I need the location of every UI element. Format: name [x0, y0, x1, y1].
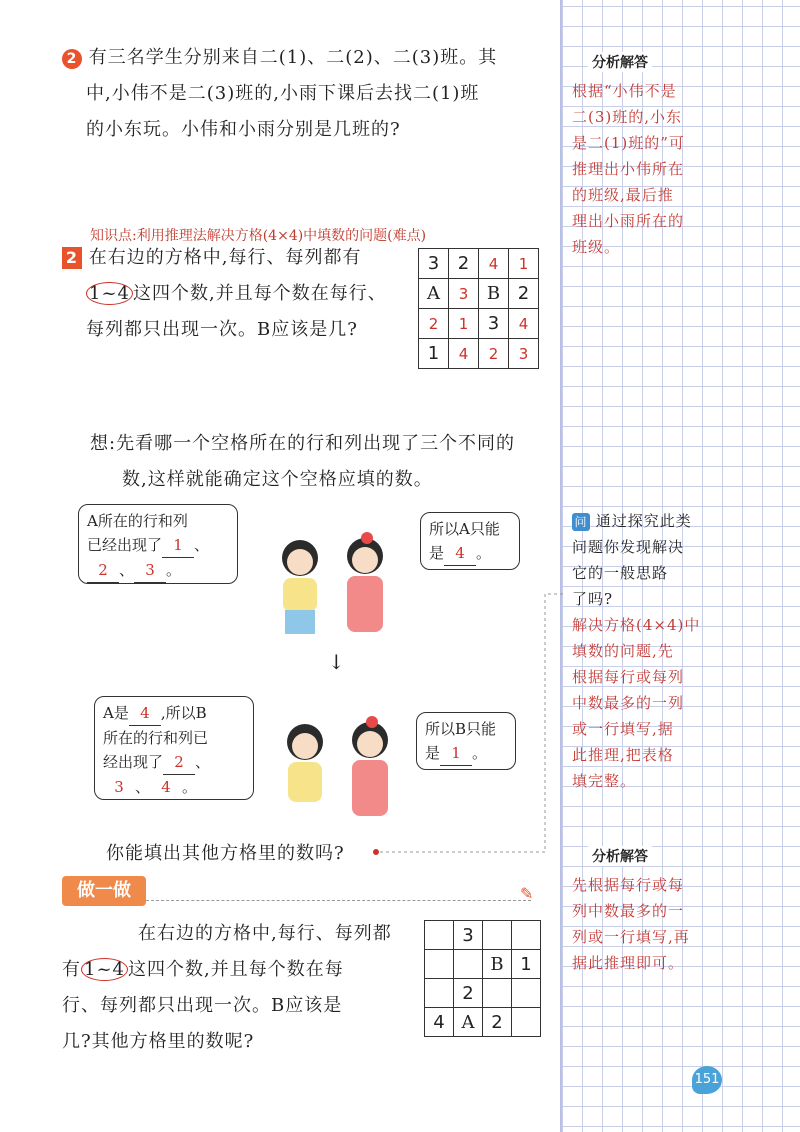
- grid-cell: 1: [449, 309, 479, 339]
- sidebar-analysis-text-1: 根据“小伟不是 二(3)班的,小东 是二(1)班的”可 推理出小伟所在 的班级,最后推 理出小雨所在的 班级。: [572, 82, 685, 256]
- grid-cell: 2: [419, 309, 449, 339]
- grid-cell: [512, 921, 541, 950]
- grid-cell: 3: [454, 921, 483, 950]
- grid-cell: 4: [425, 1008, 454, 1037]
- example-number-badge: 2: [62, 247, 82, 269]
- sidebar-title-analysis-2: 分析解答: [588, 846, 652, 866]
- grid-cell: B: [479, 279, 509, 309]
- example-grid: [418, 248, 539, 369]
- circled-range: 1~4: [81, 958, 128, 981]
- speech-bubble-4: 所以B只能 是 1 。: [416, 712, 516, 770]
- grid-cell: [483, 921, 512, 950]
- problem-number-badge: 2: [62, 49, 82, 69]
- problem-1: 2 有三名学生分别来自二(1)、二(2)、二(3)班。其 中,小伟不是二(3)班的,小雨下课后去找二(1)班 的小东玩。小伟和小雨分别是几班的?: [62, 40, 552, 148]
- grid-cell: 4: [449, 339, 479, 369]
- grid-cell: 3: [509, 339, 539, 369]
- think-hint: 想:先看哪一个空格所在的行和列出现了三个不同的 数,这样就能确定这个空格应填的数。: [90, 433, 516, 490]
- grid-cell: 1: [419, 339, 449, 369]
- grid-cell: [454, 950, 483, 979]
- knowledge-point-label: 知识点:利用推理法解决方格(4×4)中填数的问题(难点): [90, 228, 427, 244]
- question-fill-more: 你能填出其他方格里的数吗?: [106, 843, 345, 864]
- sidebar-question-block: 问 通过探究此类 问题你发现解决 它的一般思路 了吗?: [572, 512, 692, 608]
- sidebar-answer-text: 解决方格(4×4)中 填数的问题,先 根据每行或每列 中数最多的一列 或一行填写,据 此推理,把表格 填完整。: [572, 616, 701, 790]
- question-icon: 问: [572, 513, 590, 531]
- down-arrow-icon: ↓: [328, 650, 345, 674]
- grid-cell: A: [454, 1008, 483, 1037]
- grid-cell: [512, 1008, 541, 1037]
- speech-bubble-3: A是 4 ,所以B 所在的行和列已 经出现了 2 、 3 、 4 。: [94, 696, 254, 800]
- grid-cell: [425, 950, 454, 979]
- grid-cell: A: [419, 279, 449, 309]
- grid-cell: [512, 979, 541, 1008]
- grid-cell: 4: [509, 309, 539, 339]
- try-it-grid: [424, 920, 541, 1037]
- grid-cell: 3: [449, 279, 479, 309]
- speech-bubble-2: 所以A只能 是 4 。: [420, 512, 520, 570]
- grid-cell: [425, 921, 454, 950]
- pencil-icon: ✎: [520, 884, 534, 903]
- grid-cell: 1: [509, 249, 539, 279]
- page-number: 151: [692, 1066, 722, 1094]
- grid-cell: B: [483, 950, 512, 979]
- grid-cell: 2: [449, 249, 479, 279]
- example-2: 2 在右边的方格中,每行、每列都有 1~4 这四个数,并且每个数在每行、 每列都只出现一次。B应该是几?: [62, 240, 412, 348]
- try-it-tag: 做一做: [62, 876, 146, 906]
- sidebar-analysis-text-2: 先根据每行或每 列中数最多的一 列或一行填写,再 据此推理即可。: [572, 876, 690, 972]
- grid-cell: [425, 979, 454, 1008]
- grid-cell: 3: [419, 249, 449, 279]
- grid-cell: 2: [483, 1008, 512, 1037]
- try-it-text: 在右边的方格中,每行、每列都 有 1~4 这四个数,并且每个数在每 行、每列都只出现一次。B应该是 几?其他方格里的数呢?: [62, 923, 392, 1052]
- speech-bubble-1: A所在的行和列 已经出现了 1 、 2 、 3 。: [78, 504, 238, 584]
- connector-dotted-line: [370, 590, 570, 860]
- divider: [146, 900, 531, 901]
- grid-cell: 3: [479, 309, 509, 339]
- grid-cell: 2: [509, 279, 539, 309]
- grid-cell: 4: [479, 249, 509, 279]
- grid-cell: 2: [454, 979, 483, 1008]
- sidebar-title-analysis-1: 分析解答: [588, 52, 652, 72]
- grid-cell: 2: [479, 339, 509, 369]
- circled-range: 1~4: [86, 282, 133, 305]
- grid-cell: [483, 979, 512, 1008]
- grid-cell: 1: [512, 950, 541, 979]
